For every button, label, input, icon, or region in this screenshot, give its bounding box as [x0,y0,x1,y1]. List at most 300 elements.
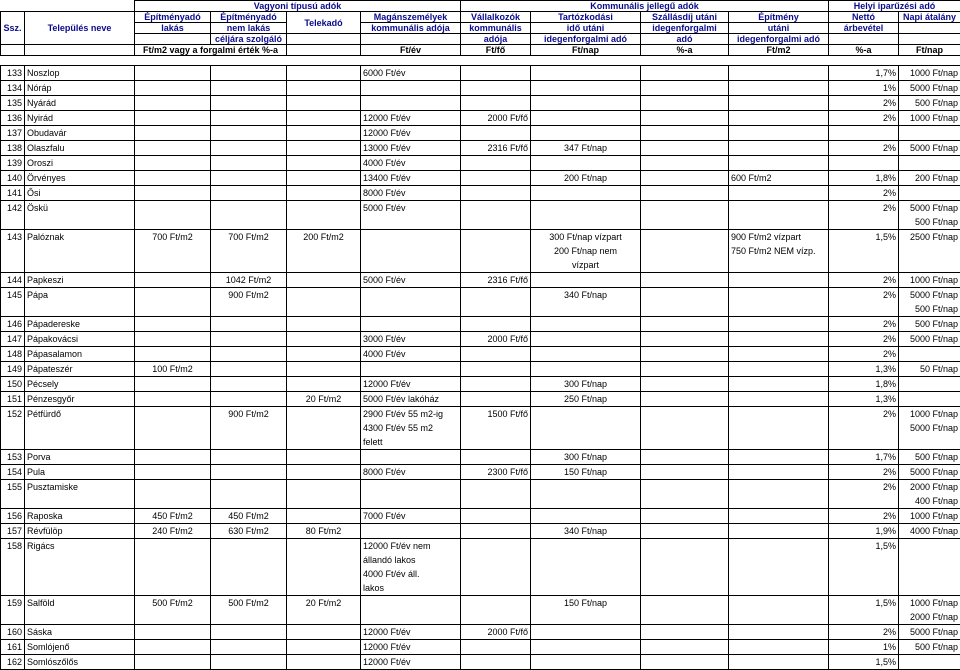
cell-epitmeny1 [135,288,211,317]
cell-nev: Obudavár [25,126,135,141]
cell-epitmeny2 [211,509,287,524]
cell-ssz: 134 [1,81,25,96]
cell-line: 3000 Ft/év [363,334,406,344]
cell-maganszemely [361,273,461,288]
cell-netto: 1% [829,81,899,96]
cell-telekado [287,96,361,111]
cell-line: 500 Ft/m2 [228,598,269,608]
col-szallasdij-l1: Szállásdíj utáni [641,12,729,23]
cell-line: 250 Ft/nap [564,394,608,404]
cell-line: 5000 Ft/év lakóház [363,394,440,404]
table-row [1,362,960,377]
cell-nev: Oroszi [25,156,135,171]
cell-szallasdij [641,141,729,156]
cell-napi [899,509,960,524]
cell-epitmeny1 [135,273,211,288]
cell-netto: 1,5% [829,539,899,596]
table-row [1,377,960,392]
cell-tartozkodasi [531,625,641,640]
cell-szallasdij [641,288,729,317]
col-vallalkozok-l3: adója [461,34,531,45]
cell-tartozkodasi [531,171,641,186]
cell-line: 1000 Ft/nap [910,275,959,285]
cell-maganszemely [361,317,461,332]
cell-ssz: 150 [1,377,25,392]
cell-epitmeny-ig [729,465,829,480]
cell-epitmeny1 [135,480,211,509]
table-row [1,524,960,539]
cell-vallalkozok [461,509,531,524]
cell-szallasdij [641,230,729,273]
cell-vallalkozok [461,141,531,156]
table-row [1,186,960,201]
cell-nev: Ősi [25,186,135,201]
cell-line: 4000 Ft/év [363,349,406,359]
cell-line: 12000 Ft/év [363,657,411,667]
cell-epitmeny2 [211,377,287,392]
cell-epitmeny2 [211,66,287,81]
cell-szallasdij [641,450,729,465]
cell-tartozkodasi [531,362,641,377]
cell-epitmeny1 [135,96,211,111]
cell-epitmeny2 [211,317,287,332]
cell-ssz: 145 [1,288,25,317]
cell-line: 80 Ft/m2 [305,526,342,536]
cell-netto: 1% [829,640,899,655]
cell-maganszemely [361,186,461,201]
cell-epitmeny-ig [729,625,829,640]
cell-epitmeny1 [135,171,211,186]
cell-ssz: 146 [1,317,25,332]
cell-ssz: 142 [1,201,25,230]
cell-epitmeny1 [135,362,211,377]
cell-nev: Pápasalamon [25,347,135,362]
cell-epitmeny1 [135,66,211,81]
table-row [1,392,960,407]
cell-tartozkodasi [531,141,641,156]
cell-tartozkodasi [531,509,641,524]
cell-szallasdij [641,111,729,126]
cell-telekado [287,465,361,480]
cell-napi [899,186,960,201]
cell-telekado [287,156,361,171]
cell-line: 5000 Ft/nap [910,83,959,93]
cell-szallasdij [641,377,729,392]
cell-line: 340 Ft/nap [564,290,608,300]
cell-line: 200 Ft/nap nem [553,246,618,256]
cell-vallalkozok [461,392,531,407]
cell-epitmeny2 [211,392,287,407]
col-epitmeny-ig-l1: Építmény [729,12,829,23]
cell-telekado [287,392,361,407]
cell-epitmeny-ig [729,66,829,81]
table-row [1,596,960,625]
cell-szallasdij [641,347,729,362]
cell-napi [899,141,960,156]
cell-line: 500 Ft/nap [915,452,959,462]
cell-line: 2000 Ft/nap [910,612,959,622]
cell-tartozkodasi [531,480,641,509]
cell-line: 1000 Ft/nap [910,113,959,123]
cell-vallalkozok [461,96,531,111]
cell-szallasdij [641,66,729,81]
cell-ssz: 154 [1,465,25,480]
cell-napi [899,392,960,407]
cell-line: 300 Ft/nap [564,379,608,389]
cell-tartozkodasi [531,392,641,407]
col-tartozkodasi-l2: idő utáni [531,23,641,34]
cell-nev: Pula [25,465,135,480]
cell-epitmeny1 [135,524,211,539]
cell-line: 5000 Ft/nap [910,334,959,344]
cell-epitmeny1 [135,509,211,524]
cell-vallalkozok [461,596,531,625]
cell-line: 12000 Ft/év [363,128,411,138]
cell-telekado [287,524,361,539]
cell-line: 700 Ft/m2 [228,232,269,242]
cell-napi [899,201,960,230]
cell-epitmeny-ig [729,539,829,596]
cell-maganszemely [361,81,461,96]
cell-epitmeny1 [135,126,211,141]
cell-vallalkozok [461,171,531,186]
cell-line: 200 Ft/m2 [303,232,344,242]
cell-netto: 2% [829,201,899,230]
cell-epitmeny-ig [729,655,829,670]
cell-szallasdij [641,509,729,524]
cell-telekado [287,407,361,450]
cell-epitmeny2 [211,201,287,230]
cell-tartozkodasi [531,96,641,111]
cell-maganszemely [361,288,461,317]
cell-szallasdij [641,332,729,347]
cell-line: 150 Ft/nap [564,598,608,608]
cell-tartozkodasi [531,655,641,670]
group-kommunalis: Kommunális jellegű adók [461,1,829,12]
cell-epitmeny1 [135,450,211,465]
cell-napi [899,655,960,670]
table-row [1,640,960,655]
cell-line: 500 Ft/nap [915,217,959,227]
cell-ssz: 137 [1,126,25,141]
cell-telekado [287,377,361,392]
cell-maganszemely [361,655,461,670]
cell-napi [899,465,960,480]
cell-line: 4000 Ft/nap [910,526,959,536]
cell-line: 300 Ft/nap [564,452,608,462]
unit-tartozkodasi: Ft/nap [531,45,641,56]
col-nev: Település neve [25,12,135,45]
col-maganszemely-l2: kommunális adója [361,23,461,34]
cell-ssz: 139 [1,156,25,171]
cell-nev: Pétfürdő [25,407,135,450]
cell-netto [829,126,899,141]
cell-epitmeny2 [211,407,287,450]
cell-vallalkozok [461,111,531,126]
table-row [1,625,960,640]
cell-maganszemely [361,66,461,81]
cell-epitmeny1 [135,111,211,126]
cell-nev: Noszlop [25,66,135,81]
col-netto-l2: árbevétel [829,23,899,34]
cell-telekado [287,317,361,332]
cell-netto: 2% [829,273,899,288]
cell-epitmeny-ig [729,362,829,377]
cell-epitmeny2 [211,465,287,480]
cell-epitmeny-ig [729,111,829,126]
cell-telekado [287,111,361,126]
cell-ssz: 147 [1,332,25,347]
cell-tartozkodasi [531,273,641,288]
cell-vallalkozok [461,640,531,655]
cell-nev: Pusztamiske [25,480,135,509]
cell-nev: Rigács [25,539,135,596]
cell-nev: Porva [25,450,135,465]
unit-netto: %-a [829,45,899,56]
cell-nev: Pápateszér [25,362,135,377]
cell-line: 1042 Ft/m2 [225,275,272,285]
cell-maganszemely [361,596,461,625]
cell-tartozkodasi [531,126,641,141]
cell-epitmeny-ig [729,377,829,392]
cell-szallasdij [641,317,729,332]
group-vagyoni: Vagyoni típusú adók [135,1,461,12]
cell-netto: 1,5% [829,655,899,670]
cell-napi [899,407,960,450]
cell-epitmeny-ig [729,156,829,171]
cell-telekado [287,480,361,509]
cell-line: 2000 Ft/fő [487,627,529,637]
cell-line: 12000 Ft/év [363,379,411,389]
cell-epitmeny-ig [729,288,829,317]
cell-epitmeny2 [211,186,287,201]
col-epitmeny1-l1: Építményadó [135,12,211,23]
cell-maganszemely [361,171,461,186]
table-row [1,465,960,480]
cell-epitmeny-ig [729,96,829,111]
cell-epitmeny1 [135,625,211,640]
cell-napi [899,524,960,539]
cell-maganszemely [361,625,461,640]
cell-line: 500 Ft/nap [915,642,959,652]
cell-line: 100 Ft/m2 [152,364,193,374]
cell-tartozkodasi [531,347,641,362]
col-tartozkodasi-l1: Tartózkodási [531,12,641,23]
cell-line: 900 Ft/m2 [228,409,269,419]
cell-telekado [287,273,361,288]
cell-vallalkozok [461,126,531,141]
col-epitmeny-ig-l3: idegenforgalmi adó [729,34,829,45]
cell-tartozkodasi [531,465,641,480]
cell-nev: Öskü [25,201,135,230]
cell-ssz: 160 [1,625,25,640]
table-row [1,111,960,126]
cell-epitmeny2 [211,81,287,96]
cell-napi [899,111,960,126]
cell-epitmeny-ig [729,407,829,450]
cell-epitmeny2 [211,450,287,465]
cell-ssz: 155 [1,480,25,509]
cell-netto: 2% [829,347,899,362]
table-header [1,1,960,66]
cell-ssz: 149 [1,362,25,377]
cell-epitmeny-ig [729,450,829,465]
cell-tartozkodasi [531,450,641,465]
cell-line: 200 Ft/nap [564,173,608,183]
cell-line: 12000 Ft/év [363,627,411,637]
cell-vallalkozok [461,465,531,480]
cell-vallalkozok [461,539,531,596]
col-szallasdij-l2: idegenforgalmi [641,23,729,34]
cell-line: állandó lakos [363,555,416,565]
cell-napi [899,347,960,362]
cell-tartozkodasi [531,332,641,347]
cell-epitmeny2 [211,539,287,596]
cell-netto: 2% [829,111,899,126]
col-epitmeny2-l1: Építményadó [211,12,287,23]
cell-netto: 1,8% [829,171,899,186]
table-row [1,332,960,347]
cell-epitmeny1 [135,230,211,273]
cell-nev: Papkeszi [25,273,135,288]
cell-line: 2000 Ft/fő [487,113,529,123]
cell-line: 500 Ft/nap [915,304,959,314]
cell-ssz: 153 [1,450,25,465]
cell-tartozkodasi [531,186,641,201]
col-epitmeny2-l2: nem lakás [211,23,287,34]
cell-maganszemely [361,156,461,171]
cell-ssz: 143 [1,230,25,273]
cell-ssz: 152 [1,407,25,450]
cell-szallasdij [641,465,729,480]
cell-maganszemely [361,377,461,392]
cell-tartozkodasi [531,524,641,539]
cell-line: 12000 Ft/év [363,113,411,123]
table-row [1,450,960,465]
cell-szallasdij [641,407,729,450]
cell-telekado [287,141,361,156]
cell-nev: Révfülöp [25,524,135,539]
cell-szallasdij [641,201,729,230]
cell-napi [899,81,960,96]
unit-szallasdij: %-a [641,45,729,56]
cell-maganszemely [361,539,461,596]
cell-ssz: 138 [1,141,25,156]
cell-line: lakos [363,583,385,593]
cell-maganszemely [361,465,461,480]
cell-napi [899,273,960,288]
cell-vallalkozok [461,66,531,81]
cell-szallasdij [641,156,729,171]
cell-napi [899,66,960,81]
cell-szallasdij [641,539,729,596]
cell-vallalkozok [461,480,531,509]
cell-netto: 1,7% [829,66,899,81]
cell-epitmeny1 [135,392,211,407]
cell-epitmeny1 [135,640,211,655]
col-epitmeny-ig-l2: utáni [729,23,829,34]
cell-epitmeny-ig [729,186,829,201]
cell-epitmeny2 [211,347,287,362]
cell-line: 2500 Ft/nap [910,232,959,242]
cell-ssz: 151 [1,392,25,407]
cell-epitmeny1 [135,201,211,230]
cell-epitmeny-ig [729,126,829,141]
cell-tartozkodasi [531,156,641,171]
cell-telekado [287,625,361,640]
cell-maganszemely [361,640,461,655]
cell-telekado [287,596,361,625]
cell-line: 500 Ft/nap [915,319,959,329]
cell-napi [899,362,960,377]
cell-nev: Nóráp [25,81,135,96]
col-szallasdij-l3: adó [641,34,729,45]
cell-maganszemely [361,126,461,141]
cell-nev: Nyirád [25,111,135,126]
cell-vallalkozok [461,288,531,317]
cell-line: 5000 Ft/nap [910,203,959,213]
cell-napi [899,596,960,625]
table-row [1,347,960,362]
cell-napi [899,539,960,596]
cell-napi [899,332,960,347]
group-helyi: Helyi iparűzési adó [829,1,960,12]
cell-telekado [287,66,361,81]
cell-ssz: 148 [1,347,25,362]
cell-epitmeny-ig [729,273,829,288]
cell-netto: 2% [829,480,899,509]
cell-telekado [287,450,361,465]
col-napi: Napi átalány [899,12,960,23]
cell-maganszemely [361,392,461,407]
unit-epitmeny: Ft/m2 vagy a forgalmi érték %-a [135,45,287,56]
cell-ssz: 144 [1,273,25,288]
cell-telekado [287,81,361,96]
cell-epitmeny-ig [729,392,829,407]
cell-vallalkozok [461,362,531,377]
cell-szallasdij [641,524,729,539]
cell-nev: Örvényes [25,171,135,186]
cell-maganszemely [361,96,461,111]
cell-line: 750 Ft/m2 NEM vízp. [731,246,816,256]
cell-vallalkozok [461,186,531,201]
cell-line: 13000 Ft/év [363,143,411,153]
cell-telekado [287,509,361,524]
table-row [1,539,960,596]
table-row [1,156,960,171]
cell-netto: 2% [829,407,899,450]
cell-netto: 1,5% [829,596,899,625]
cell-line: 20 Ft/m2 [305,394,342,404]
cell-line: felett [363,437,383,447]
cell-nev: Pénzesgyőr [25,392,135,407]
cell-line: 5000 Ft/év [363,275,406,285]
cell-epitmeny-ig [729,141,829,156]
cell-ssz: 156 [1,509,25,524]
cell-epitmeny1 [135,332,211,347]
cell-napi [899,317,960,332]
cell-epitmeny1 [135,156,211,171]
cell-epitmeny1 [135,141,211,156]
cell-vallalkozok [461,625,531,640]
cell-line: 6000 Ft/év [363,68,406,78]
cell-tartozkodasi [531,377,641,392]
cell-line: 900 Ft/m2 [228,290,269,300]
cell-line: 4000 Ft/év áll. [363,569,420,579]
cell-line: 1000 Ft/nap [910,409,959,419]
cell-netto: 2% [829,509,899,524]
cell-line: 2000 Ft/fő [487,334,529,344]
